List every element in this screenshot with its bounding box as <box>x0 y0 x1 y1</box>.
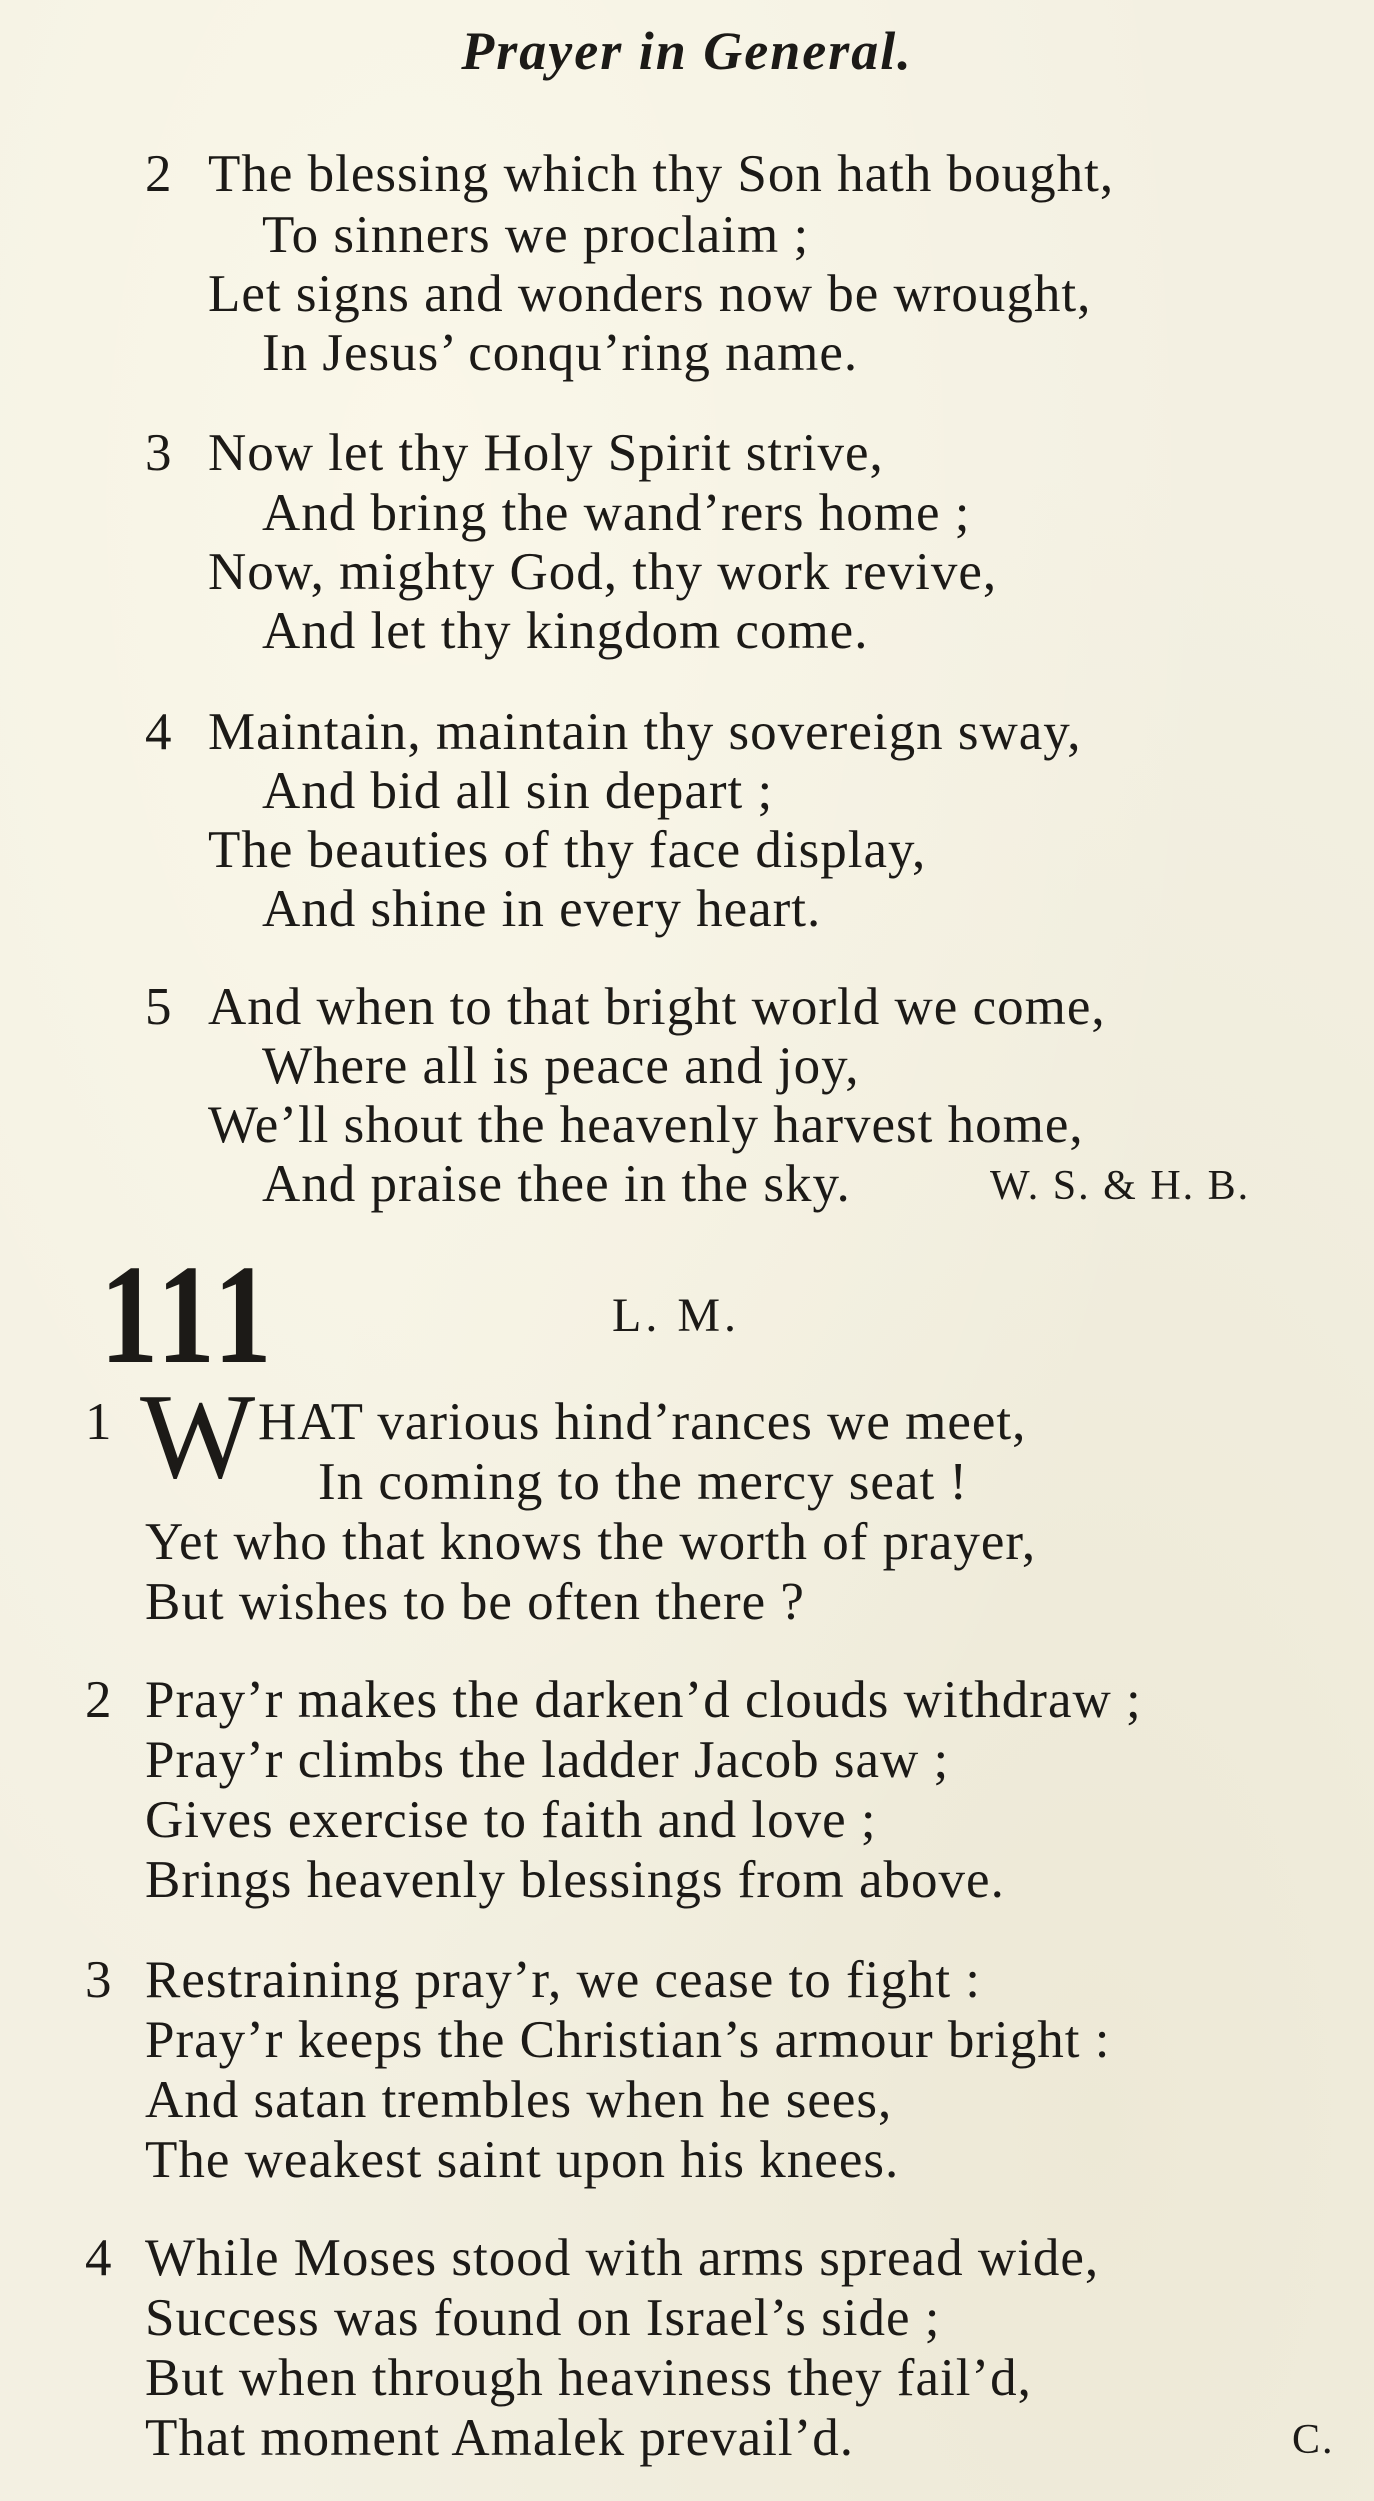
verse-line: And let thy kingdom come. <box>262 602 869 660</box>
stanza-number: 4 <box>145 703 172 761</box>
verse-line: Pray’r climbs the ladder Jacob saw ; <box>145 1731 950 1789</box>
verse-line: And satan trembles when he sees, <box>145 2071 893 2129</box>
verse-line: But when through heaviness they fail’d, <box>145 2349 1032 2407</box>
stanza-number: 3 <box>85 1951 112 2009</box>
stanza-number: 2 <box>145 145 172 203</box>
verse-line: We’ll shout the heavenly harvest home, <box>208 1096 1084 1154</box>
verse-line: And bring the wand’rers home ; <box>262 484 971 542</box>
verse-line: HAT various hind’rances we meet, <box>258 1393 1027 1451</box>
hymn-meter: L. M. <box>612 1289 740 1342</box>
verse-line: And shine in every heart. <box>262 880 822 938</box>
hymn-number: 111 <box>100 1235 277 1393</box>
verse-line: Maintain, maintain thy sovereign sway, <box>208 703 1082 761</box>
verse-line: In coming to the mercy seat ! <box>318 1453 969 1511</box>
page-title: Prayer in General. <box>461 21 913 81</box>
attribution: W. S. & H. B. <box>990 1163 1251 1209</box>
verse-line: Now, mighty God, thy work revive, <box>208 543 998 601</box>
verse-line: Now let thy Holy Spirit strive, <box>208 424 884 482</box>
stanza-number: 2 <box>85 1671 112 1729</box>
verse-line: That moment Amalek prevail’d. <box>145 2409 854 2467</box>
verse-line: The beauties of thy face display, <box>208 821 927 879</box>
verse-line: In Jesus’ conqu’ring name. <box>262 324 859 382</box>
verse-line: The blessing which thy Son hath bought, <box>208 145 1115 203</box>
verse-line: While Moses stood with arms spread wide, <box>145 2229 1100 2287</box>
verse-line: Gives exercise to faith and love ; <box>145 1791 877 1849</box>
verse-line: Brings heavenly blessings from above. <box>145 1851 1005 1909</box>
verse-line: The weakest saint upon his knees. <box>145 2131 900 2189</box>
verse-line: Restraining pray’r, we cease to fight : <box>145 1951 982 2009</box>
stanza-number: 4 <box>85 2229 112 2287</box>
verse-line: Where all is peace and joy, <box>262 1037 860 1095</box>
drop-cap: W <box>140 1369 256 1504</box>
verse-line: Success was found on Israel’s side ; <box>145 2289 941 2347</box>
verse-line: Pray’r makes the darken’d clouds withdraw ; <box>145 1671 1142 1729</box>
verse-line: And when to that bright world we come, <box>208 978 1106 1036</box>
verse-line: And praise thee in the sky. <box>262 1155 851 1213</box>
verse-line: Pray’r keeps the Christian’s armour bright : <box>145 2011 1111 2069</box>
verse-line: And bid all sin depart ; <box>262 762 774 820</box>
stanza-number: 3 <box>145 424 172 482</box>
verse-line: To sinners we proclaim ; <box>262 206 810 264</box>
verse-line: But wishes to be often there ? <box>145 1573 805 1631</box>
stanza-number: 1 <box>85 1393 112 1451</box>
attribution: C. <box>1292 2417 1335 2463</box>
stanza-number: 5 <box>145 978 172 1036</box>
verse-line: Let signs and wonders now be wrought, <box>208 265 1092 323</box>
verse-line: Yet who that knows the worth of prayer, <box>145 1513 1037 1571</box>
